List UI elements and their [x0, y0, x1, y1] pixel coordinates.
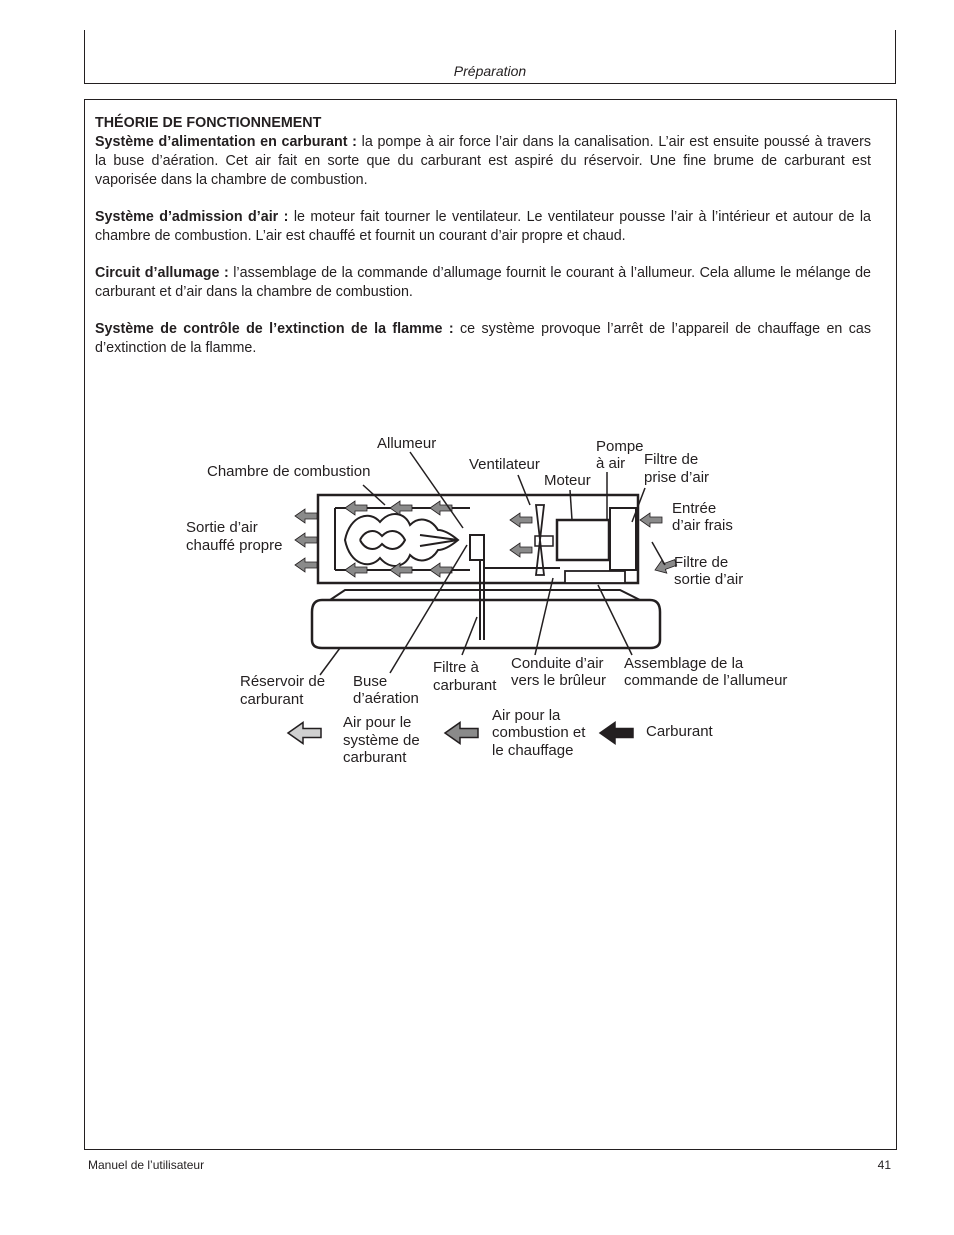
- label-sortie-1: Sortie d’air: [186, 519, 258, 536]
- text-flame-control: ce système provoque l’arrêt de l’appareil de chauffage en cas d’extinction de la flamme.: [95, 321, 871, 356]
- legend-arrow-light: [288, 723, 321, 744]
- fuel-tank: [312, 600, 660, 648]
- text-ignition: l’assemblage de la commande d’allumage fournit le courant à l’allumeur. Cela allume le mélange de carburant et d’air dans la chambre de combustion.: [95, 265, 871, 300]
- label-buse-2: d’aération: [353, 690, 419, 707]
- label-pompe-1: Pompe: [596, 438, 644, 455]
- label-filtre-prise-2: prise d’air: [644, 469, 710, 486]
- motor-body: [557, 520, 609, 560]
- label-conduite-1: Conduite d’air: [511, 655, 604, 672]
- legend-medium-3: le chauffage: [492, 742, 574, 759]
- label-pompe-2: à air: [596, 455, 626, 472]
- label-reservoir-1: Réservoir de: [240, 673, 326, 690]
- label-filtre-prise-1: Filtre de: [644, 451, 699, 468]
- legend-medium-1: Air pour la: [492, 707, 561, 724]
- legend-light-2: système de: [343, 732, 420, 749]
- label-assemblage-1: Assemblage de la: [624, 655, 744, 672]
- text-fuel: la pompe à air force l’air dans la canalisation. L’air est ensuite poussé à travers la buse d’aération. Cet air fait en sorte que du carburant est aspiré du réservoir. Une fine brume de carburant est vaporisée dans la chambre de combustion.: [95, 134, 871, 188]
- footer-manual-title: Manuel de l’utilisateur: [88, 1158, 205, 1172]
- label-filtre-carb-2: carburant: [433, 677, 497, 694]
- fan-blade: [536, 505, 544, 575]
- label-filtre-sortie-1: Filtre de: [674, 554, 729, 571]
- legend-medium-2: combustion et: [492, 724, 586, 741]
- flame-shape: [345, 514, 458, 566]
- label-allumeur: Allumeur: [377, 435, 437, 452]
- label-ventilateur: Ventilateur: [469, 456, 540, 473]
- legend-light-3: carburant: [343, 749, 407, 766]
- legend: [288, 707, 714, 766]
- fan-hub: [535, 536, 553, 546]
- label-buse-1: Buse: [353, 673, 388, 690]
- section-title: Préparation: [453, 63, 527, 79]
- label-moteur: Moteur: [544, 472, 591, 489]
- legend-arrow-dark: [600, 723, 633, 744]
- label-chambre: Chambre de combustion: [207, 463, 371, 480]
- ignition-assembly: [565, 571, 625, 583]
- legend-dark: Carburant: [646, 723, 713, 740]
- term-fuel: Système d’alimentation en carburant :: [95, 134, 357, 150]
- air-pump: [610, 508, 636, 570]
- label-entree-1: Entrée: [672, 500, 717, 517]
- label-sortie-2: chauffé propre: [186, 537, 283, 554]
- term-air-intake: Système d’admission d’air :: [95, 209, 289, 225]
- label-filtre-carb-1: Filtre à: [433, 659, 479, 676]
- legend-light-1: Air pour le: [343, 714, 412, 731]
- label-reservoir-2: carburant: [240, 691, 304, 708]
- section-heading: THÉORIE DE FONCTIONNEMENT: [95, 115, 322, 131]
- term-flame-control: Système de contrôle de l’extinction de la flamme :: [95, 321, 454, 337]
- label-conduite-2: vers le brûleur: [511, 672, 607, 689]
- label-entree-2: d’air frais: [672, 517, 733, 534]
- label-assemblage-2: commande de l’allumeur: [624, 672, 788, 689]
- page-number: 41: [877, 1158, 891, 1172]
- label-filtre-sortie-2: sortie d’air: [674, 571, 744, 588]
- term-ignition: Circuit d’allumage :: [95, 265, 229, 281]
- legend-arrow-medium: [445, 723, 478, 744]
- text-air-intake: le moteur fait tourner le ventilateur. Le ventilateur pousse l’air à l’intérieur et autour de la chambre de combustion. L’air est chauffé et fournit un courant d’air propre et chaud.: [95, 209, 871, 244]
